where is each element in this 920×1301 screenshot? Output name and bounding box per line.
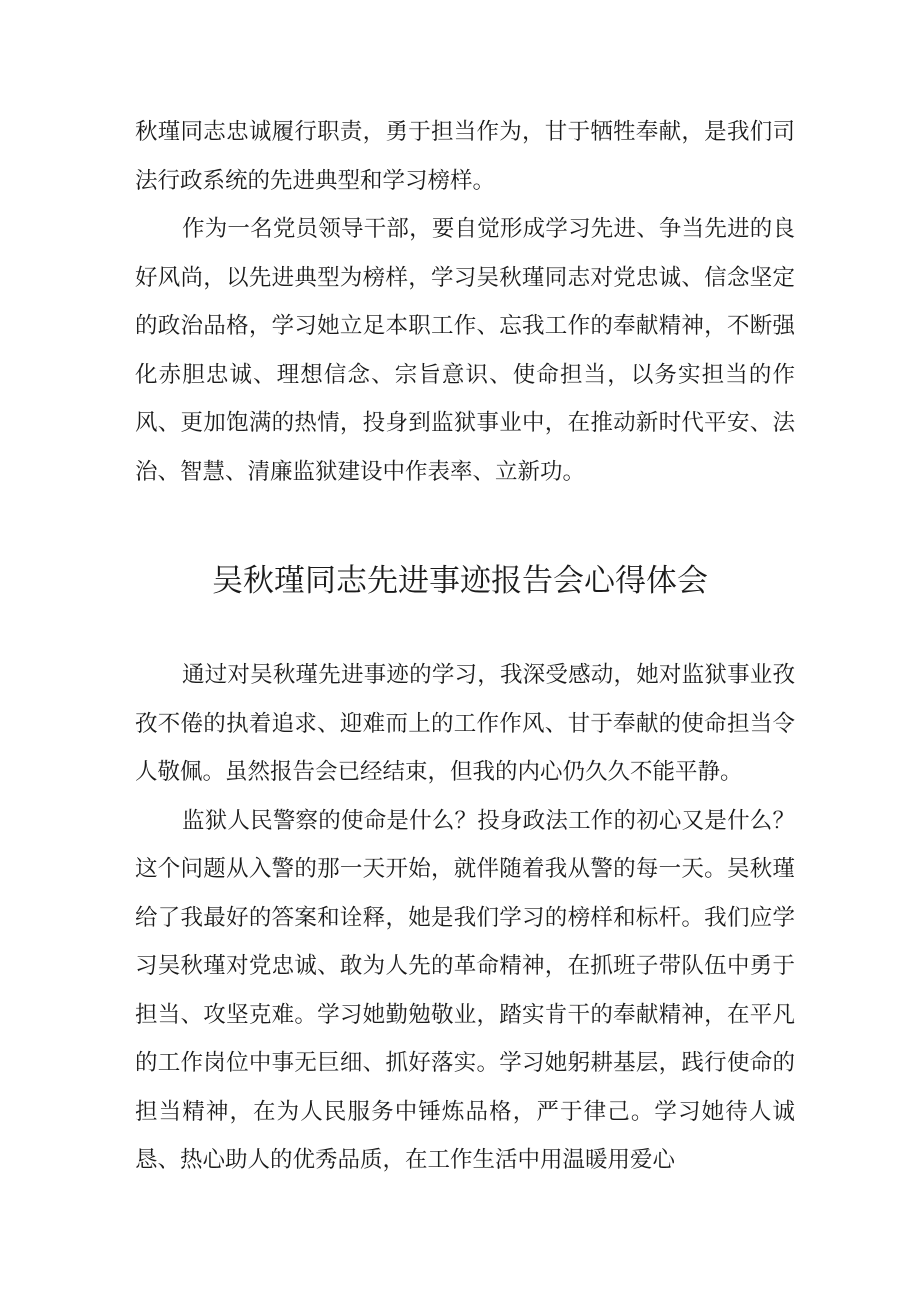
paragraph: 通过对吴秋瑾先进事迹的学习，我深受感动，她对监狱事业孜孜不倦的执着追求、迎难而上的工作作风、甘于奉献的使命担当令人敬佩。虽然报告会已经结束，但我的内心仍久久不能平静。	[135, 662, 795, 785]
paragraph: 监狱人民警察的使命是什么？投身政法工作的初心又是什么？这个问题从入警的那一天开始，就伴随着我从警的每一天。吴秋瑾给了我最好的答案和诠释，她是我们学习的榜样和标杆。我们应学习吴秋瑾对党忠诚、敢为人先的革命精神，在抓班子带队伍中勇于担当、攻坚克难。学习她勤勉敬业，踏实肯干的奉献精神，在平凡的工作岗位中事无巨细、抓好落实。学习她躬耕基层，践行使命的担当精神，在为人民服务中锤炼品格，严于律己。学习她待人诚恳、热心助人的优秀品质，在工作生活中用温暖用爱心	[135, 807, 795, 1173]
body-section-two	[135, 651, 795, 1185]
paragraph-continuation: 秋瑾同志忠诚履行职责，勇于担当作为，甘于牺牲奉献，是我们司法行政系统的先进典型和学习榜样。	[135, 119, 795, 194]
document-title: 吴秋瑾同志先进事迹报告会心得体会	[212, 563, 708, 599]
paragraph: 作为一名党员领导干部，要自觉形成学习先进、争当先进的良好风尚，以先进典型为榜样，学习吴秋瑾同志对党忠诚、信念坚定的政治品格，学习她立足本职工作、忘我工作的奉献精神，不断强化赤胆忠诚、理想信念、宗旨意识、使命担当，以务实担当的作风、更加饱满的热情，投身到监狱事业中，在推动新时代平安、法治、智慧、清廉监狱建设中作表率、立新功。	[135, 216, 795, 485]
body-section-one	[135, 108, 795, 496]
